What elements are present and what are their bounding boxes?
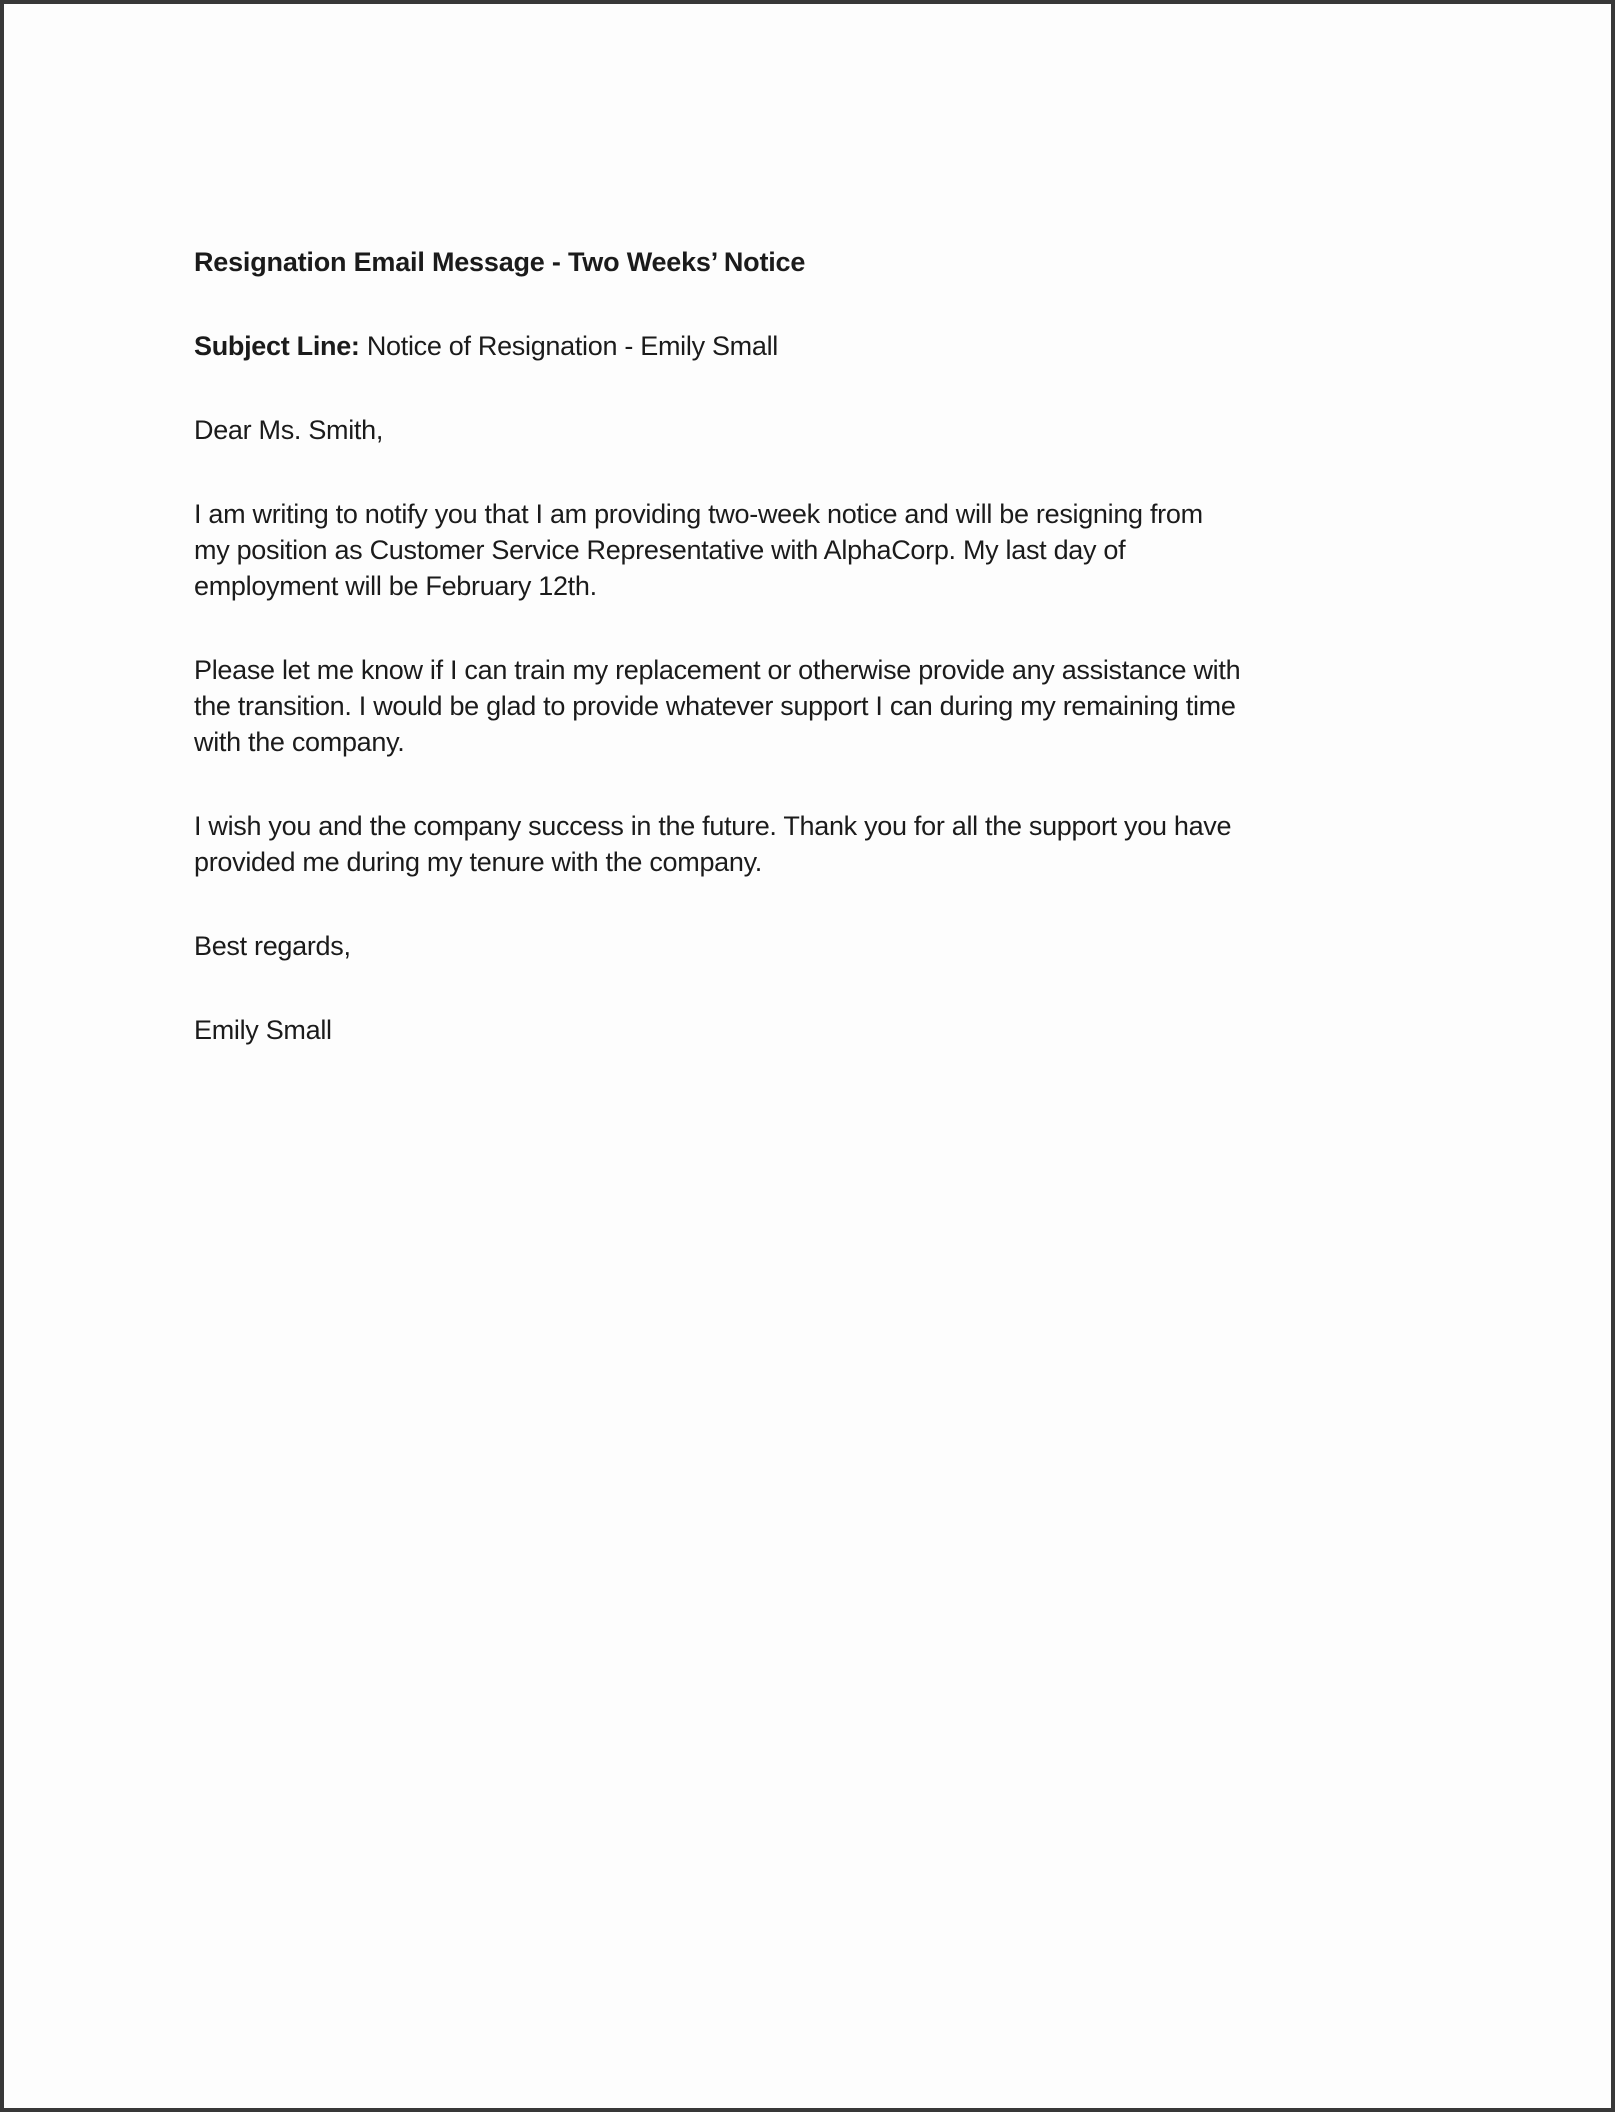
paragraph-2 — [194, 652, 1464, 760]
paragraph-1 — [194, 496, 1464, 604]
paragraph-2-line-3: with the company. — [194, 727, 405, 757]
paragraph-2-line-2: the transition. I would be glad to provide whatever support I can during my remaining time — [194, 691, 1236, 721]
subject-value: Notice of Resignation - Emily Small — [359, 331, 778, 361]
letter-body — [4, 4, 1464, 1048]
paragraph-3-line-2: provided me during my tenure with the company. — [194, 847, 762, 877]
paragraph-2-line-1: Please let me know if I can train my replacement or otherwise provide any assistance with — [194, 655, 1241, 685]
salutation: Dear Ms. Smith, — [194, 415, 384, 445]
closing: Best regards, — [194, 931, 351, 961]
subject-label: Subject Line: — [194, 331, 360, 361]
paragraph-1-line-2: my position as Customer Service Representative with AlphaCorp. My last day of — [194, 535, 1126, 565]
paragraph-3 — [194, 808, 1464, 880]
signature: Emily Small — [194, 1015, 332, 1045]
document-title: Resignation Email Message - Two Weeks’ Notice — [194, 247, 806, 277]
subject-line — [194, 328, 1464, 364]
paragraph-1-line-3: employment will be February 12th. — [194, 571, 597, 601]
paragraph-1-line-1: I am writing to notify you that I am providing two-week notice and will be resigning from — [194, 499, 1203, 529]
paragraph-3-line-1: I wish you and the company success in the future. Thank you for all the support you have — [194, 811, 1232, 841]
